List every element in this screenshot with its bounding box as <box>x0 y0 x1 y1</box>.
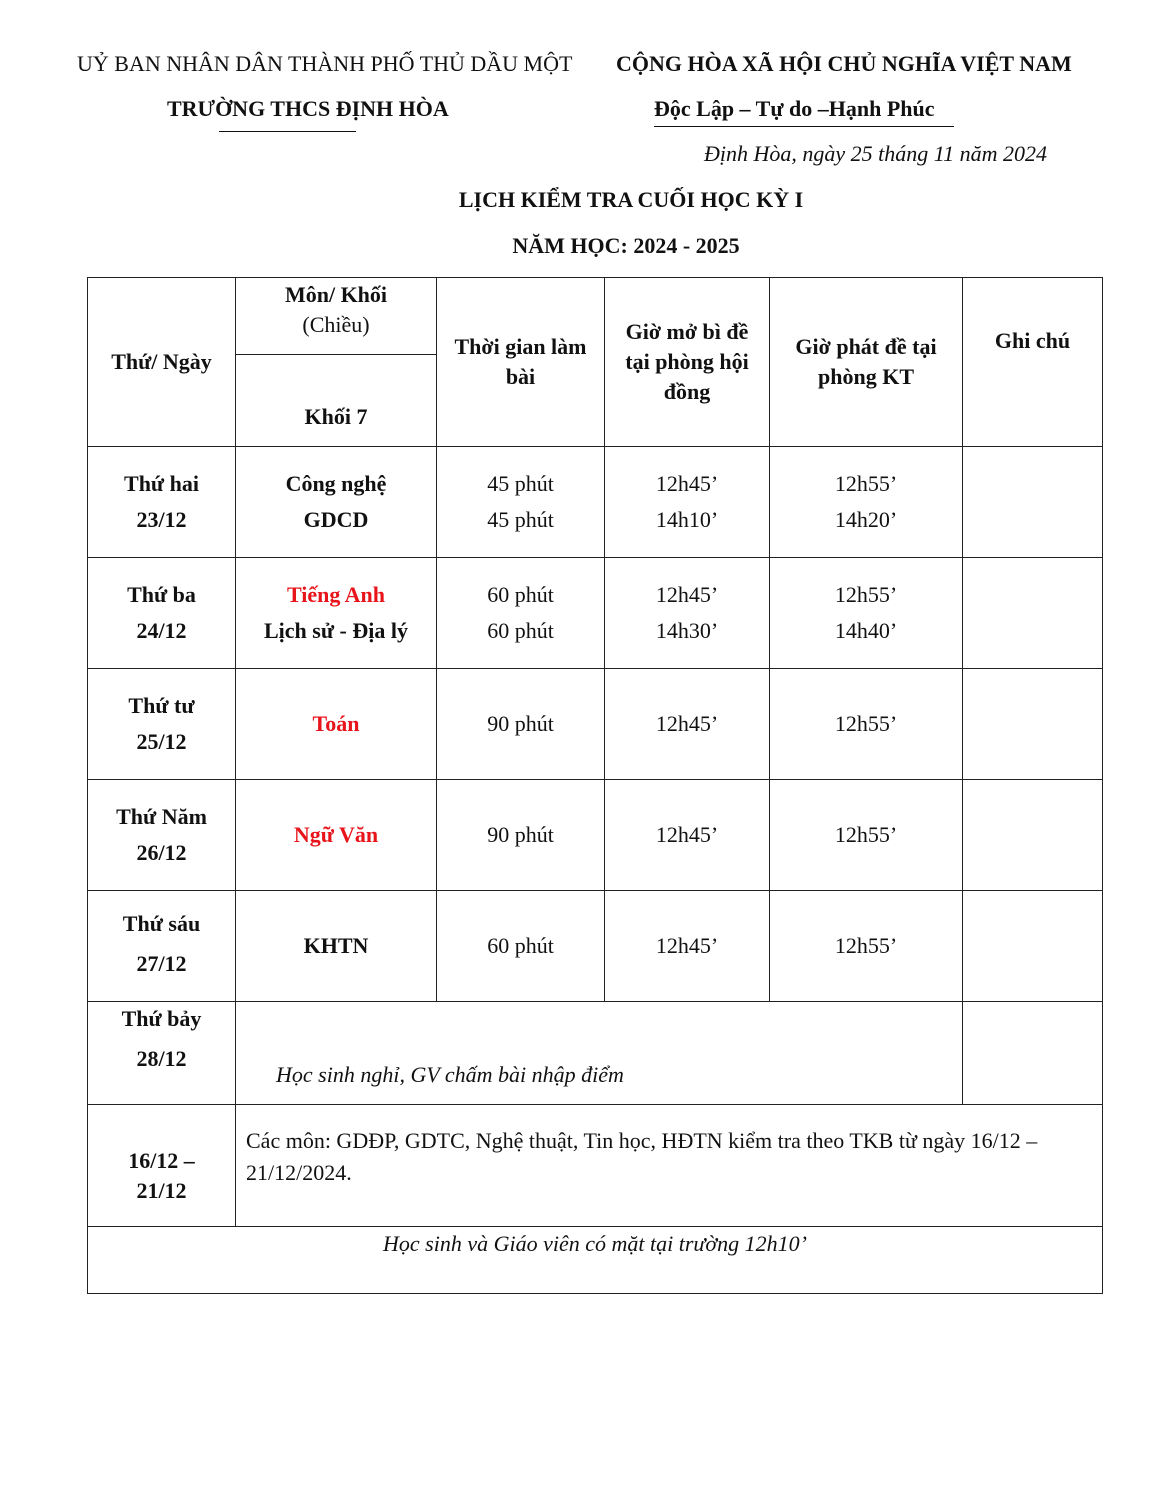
attendance-note: Học sinh và Giáo viên có mặt tại trường 12h10’ <box>88 1227 1103 1294</box>
note-cell <box>963 669 1103 780</box>
duration-cell: 45 phút 45 phút <box>437 447 605 558</box>
subject-cell: Ngữ Văn <box>236 780 437 891</box>
other-subjects-note: Các môn: GDĐP, GDTC, Nghệ thuật, Tin học, HĐTN kiểm tra theo TKB từ ngày 16/12 – 21/12/2024. <box>236 1105 1103 1227</box>
table-row-range <box>88 1105 1103 1227</box>
day-cell: Thứ Năm 26/12 <box>88 780 236 891</box>
place-date: Định Hòa, ngày 25 tháng 11 năm 2024 <box>704 141 1048 166</box>
header-row <box>88 278 1103 355</box>
note-cell <box>963 558 1103 669</box>
open-time-cell: 12h45’ <box>605 669 770 780</box>
day-cell: Thứ sáu 27/12 <box>88 891 236 1002</box>
header-grade: Khối 7 <box>236 355 437 447</box>
subject-cell: KHTN <box>236 891 437 1002</box>
handout-time-cell: 12h55’ 14h40’ <box>770 558 963 669</box>
school-name: TRƯỜNG THCS ĐỊNH HÒA <box>167 96 449 121</box>
duration-cell: 60 phút 60 phút <box>437 558 605 669</box>
motto-underline <box>654 126 954 127</box>
school-year: NĂM HỌC: 2024 - 2025 <box>512 233 740 258</box>
note-cell <box>963 780 1103 891</box>
table-row <box>88 780 1103 891</box>
table-footer-row <box>88 1227 1103 1294</box>
authority-name: UỶ BAN NHÂN DÂN THÀNH PHỐ THỦ DẦU MỘT <box>77 51 573 76</box>
subject-cell: Tiếng Anh Lịch sử - Địa lý <box>236 558 437 669</box>
handout-time-cell: 12h55’ <box>770 669 963 780</box>
saturday-note: Học sinh nghỉ, GV chấm bài nhập điểm <box>236 1002 963 1105</box>
header-duration: Thời gian làm bài <box>437 278 605 447</box>
handout-time-cell: 12h55’ 14h20’ <box>770 447 963 558</box>
note-cell <box>963 891 1103 1002</box>
header-open-time: Giờ mở bì đề tại phòng hội đồng <box>605 278 770 447</box>
open-time-cell: 12h45’ <box>605 780 770 891</box>
handout-time-cell: 12h55’ <box>770 780 963 891</box>
header-subject: Môn/ Khối (Chiều) <box>236 278 437 355</box>
table-row <box>88 447 1103 558</box>
table-row <box>88 891 1103 1002</box>
nation-name: CỘNG HÒA XÃ HỘI CHỦ NGHĨA VIỆT NAM <box>616 51 1072 76</box>
note-cell <box>963 1002 1103 1105</box>
day-cell: Thứ hai 23/12 <box>88 447 236 558</box>
motto: Độc Lập – Tự do –Hạnh Phúc <box>654 96 935 121</box>
open-time-cell: 12h45’ 14h10’ <box>605 447 770 558</box>
header-handout-time: Giờ phát đề tại phòng KT <box>770 278 963 447</box>
table-row <box>88 558 1103 669</box>
day-cell: Thứ ba 24/12 <box>88 558 236 669</box>
handout-time-cell: 12h55’ <box>770 891 963 1002</box>
note-cell <box>963 447 1103 558</box>
school-underline <box>219 131 356 132</box>
table-row-saturday <box>88 1002 1103 1105</box>
day-cell: Thứ tư 25/12 <box>88 669 236 780</box>
duration-cell: 90 phút <box>437 780 605 891</box>
date-range-cell: 16/12 – 21/12 <box>88 1105 236 1227</box>
duration-cell: 60 phút <box>437 891 605 1002</box>
open-time-cell: 12h45’ <box>605 891 770 1002</box>
header-note: Ghi chú <box>963 278 1103 447</box>
subject-cell: Công nghệ GDCD <box>236 447 437 558</box>
day-cell: Thứ bảy 28/12 <box>88 1002 236 1105</box>
header-day: Thứ/ Ngày <box>88 278 236 447</box>
duration-cell: 90 phút <box>437 669 605 780</box>
page-title: LỊCH KIỂM TRA CUỐI HỌC KỲ I <box>458 187 804 212</box>
table-row <box>88 669 1103 780</box>
open-time-cell: 12h45’ 14h30’ <box>605 558 770 669</box>
exam-schedule-table <box>87 277 1103 1294</box>
subject-cell: Toán <box>236 669 437 780</box>
